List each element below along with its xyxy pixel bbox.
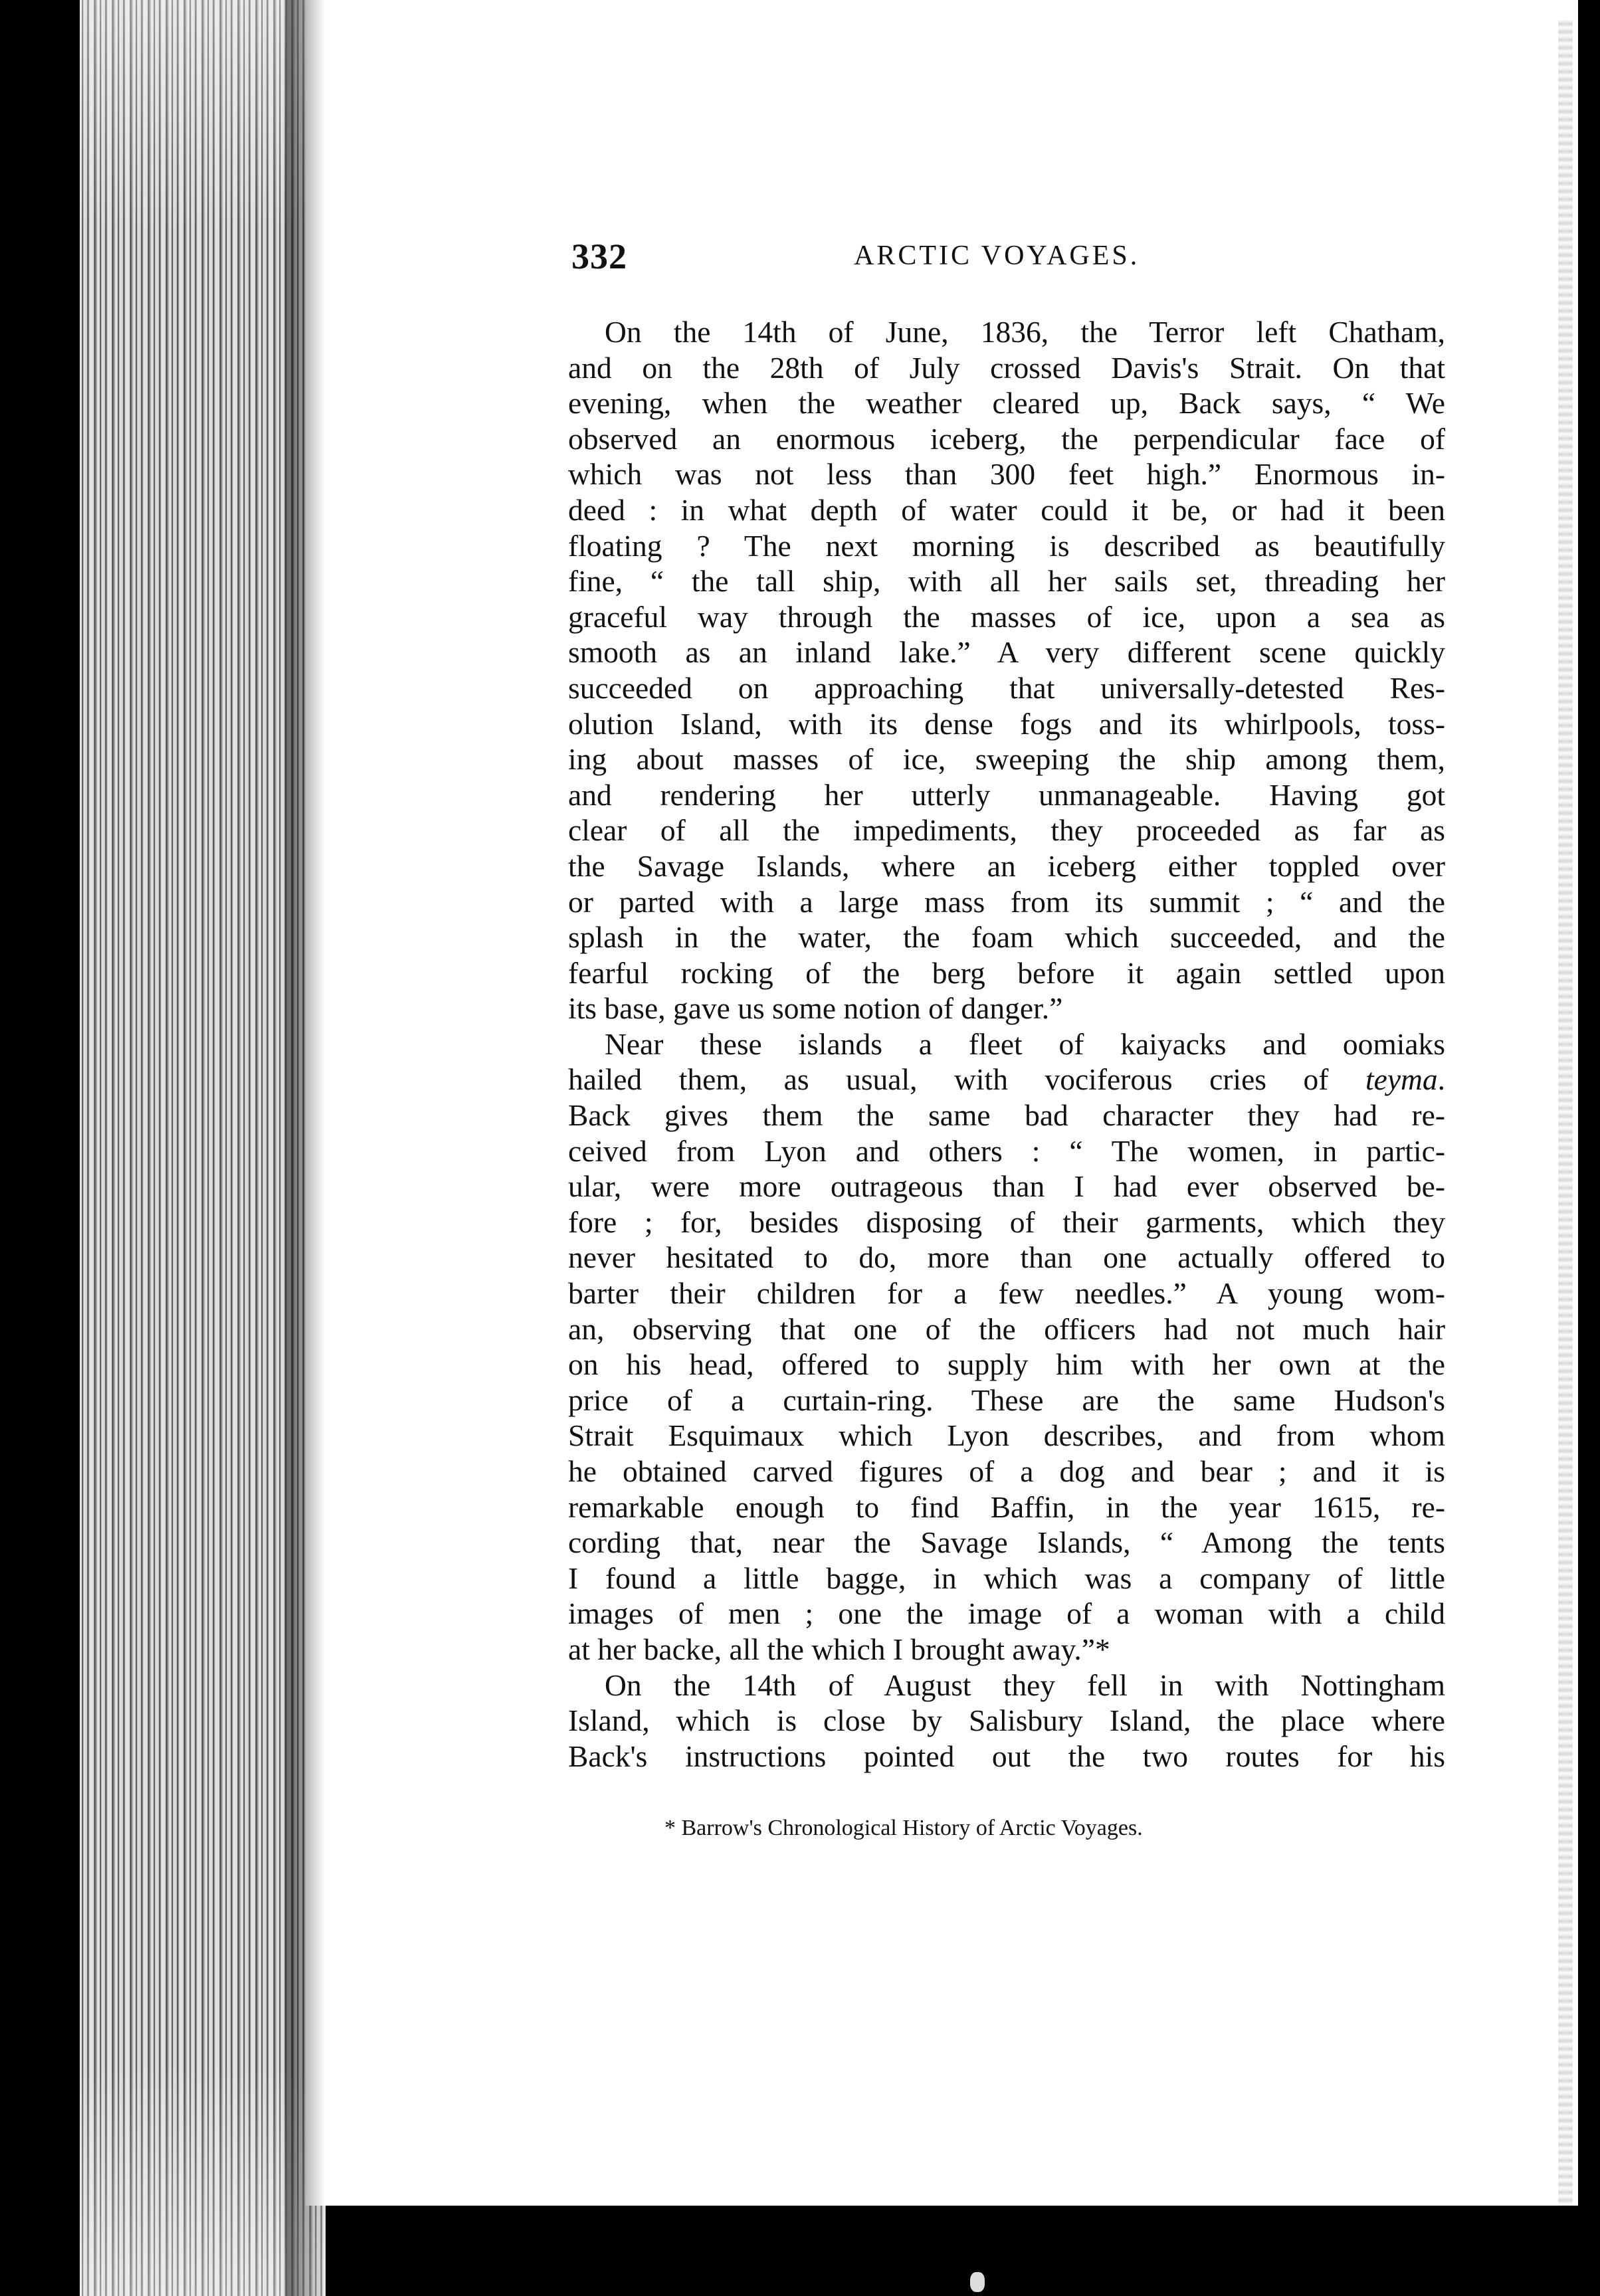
text-line: at her backe, all the which I brought away.”* [568, 1632, 1110, 1666]
text-line: fore ; for, besides disposing of their garments, which they [568, 1204, 1445, 1239]
text-line: floating ? The next morning is described as beautifully [568, 528, 1445, 563]
text-line: observed an enormous iceberg, the perpendicular face of [568, 421, 1445, 456]
text-line: Back gives them the same bad character they had re- [568, 1098, 1445, 1133]
text-line: Strait Esquimaux which Lyon describes, and from whom [568, 1418, 1445, 1453]
text-line: or parted with a large mass from its summit ; “ and the [568, 884, 1445, 919]
italic-word: teyma [1365, 1062, 1438, 1097]
scan-artifact [970, 2272, 985, 2292]
text-line: On the 14th of June, 1836, the Terror left Chatham, [605, 315, 1445, 349]
text-line: on his head, offered to supply him with her own at the [568, 1347, 1445, 1382]
text-line: evening, when the weather cleared up, Back says, “ We [568, 386, 1445, 421]
text-line: which was not less than 300 feet high.” Enormous in- [568, 457, 1445, 492]
text-line: Near these islands a fleet of kaiyacks and oomiaks [605, 1026, 1445, 1061]
spine-shadow [286, 0, 326, 2296]
page-number: 332 [571, 237, 627, 276]
text-line: succeeded on approaching that universally-detested Res- [568, 670, 1445, 705]
text-line: smooth as an inland lake.” A very different scene quickly [568, 635, 1445, 670]
page-edge-right [1558, 20, 1573, 2206]
text-line: Back's instructions pointed out the two routes for his [568, 1739, 1445, 1773]
text-line: fine, “ the tall ship, with all her sails set, threading her [568, 564, 1445, 599]
text-line: I found a little bagge, in which was a company of little [568, 1561, 1445, 1595]
text-line: images of men ; one the image of a woman with a child [568, 1596, 1445, 1631]
text-line: an, observing that one of the officers had not much hair [568, 1311, 1445, 1346]
text-line: and on the 28th of July crossed Davis's Strait. On that [568, 350, 1445, 385]
text-line: cording that, near the Savage Islands, “ Among the tents [568, 1525, 1445, 1560]
text-line: clear of all the impediments, they proceeded as far as [568, 813, 1445, 848]
page-header [571, 236, 1452, 289]
text-line: deed : in what depth of water could it be, or had it been [568, 492, 1445, 527]
running-head: ARCTIC VOYAGES. [854, 240, 1140, 271]
text-line: barter their children for a few needles.” A young wom- [568, 1276, 1445, 1311]
text-line: remarkable enough to find Baffin, in the year 1615, re- [568, 1489, 1445, 1524]
footnote: * Barrow's Chronological History of Arctic Voyages. [664, 1816, 1143, 1840]
text-line: price of a curtain-ring. These are the same Hudson's [568, 1383, 1445, 1417]
text-line: olution Island, with its dense fogs and its whirlpools, toss- [568, 706, 1445, 741]
text-line: ing about masses of ice, sweeping the ship among them, [568, 742, 1445, 777]
text-line: never hesitated to do, more than one actually offered to [568, 1240, 1445, 1275]
text-line: Island, which is close by Salisbury Island, the place where [568, 1703, 1445, 1738]
text-line: hailed them, as usual, with vociferous cries of teyma. [568, 1062, 1445, 1097]
text-line: graceful way through the masses of ice, upon a sea as [568, 599, 1445, 634]
text-line: fearful rocking of the berg before it again settled upon [568, 955, 1445, 990]
text-line: On the 14th of August they fell in with Nottingham [605, 1668, 1445, 1702]
text-line: its base, gave us some notion of danger.” [568, 991, 1063, 1026]
text-line: the Savage Islands, where an iceberg either toppled over [568, 848, 1445, 883]
text-line: and rendering her utterly unmanageable. Having got [568, 777, 1445, 812]
text-line: he obtained carved figures of a dog and bear ; and it is [568, 1454, 1445, 1488]
text-line: ceived from Lyon and others : “ The women, in partic- [568, 1133, 1445, 1168]
text-line: ular, were more outrageous than I had ever observed be- [568, 1169, 1445, 1204]
text-line: splash in the water, the foam which succeeded, and the [568, 920, 1445, 955]
body-text [568, 314, 1445, 1774]
